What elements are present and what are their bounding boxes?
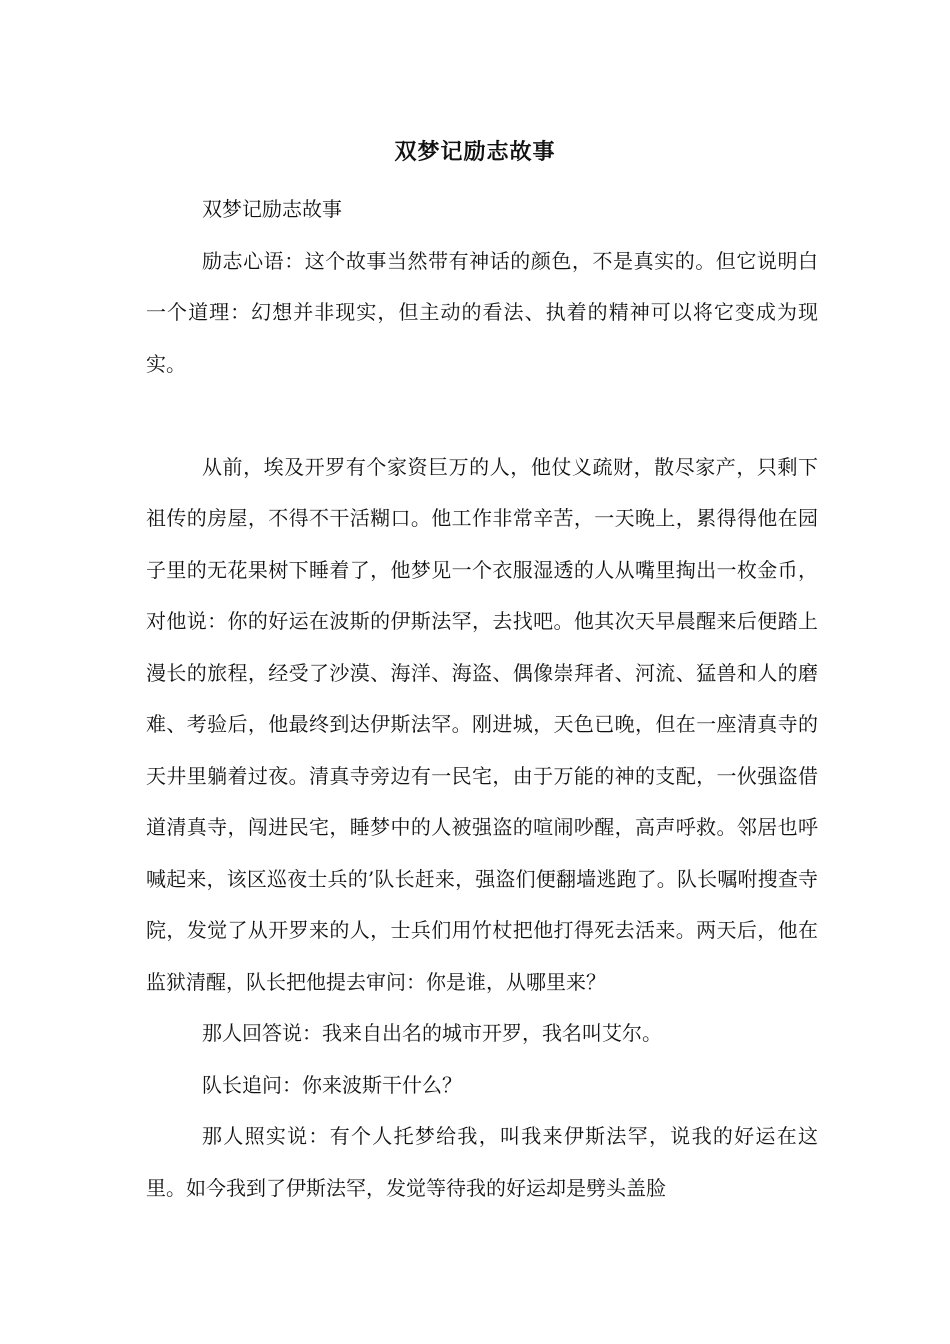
paragraph-spacer	[146, 390, 818, 442]
reply-paragraph: 那人回答说：我来自出名的城市开罗，我名叫艾尔。	[202, 1021, 662, 1045]
question-paragraph: 队长追问：你来波斯干什么？	[202, 1072, 462, 1097]
subtitle-paragraph: 双梦记励志故事	[202, 197, 342, 221]
answer-paragraph: 那人照实说：有个人托梦给我，叫我来伊斯法罕，说我的好运在这里。如今我到了伊斯法罕，发觉等待我的好运却是劈头盖脸	[146, 1124, 818, 1200]
document-body	[146, 184, 818, 1214]
story-paragraph: 从前，埃及开罗有个家资巨万的人，他仗义疏财，散尽家产，只剩下祖传的房屋，不得不干活糊口。他工作非常辛苦，一天晚上，累得得他在园子里的无花果树下睡着了，他梦见一个衣服湿透的人从嘴里掏出一枚金币，对他说：你的好运在波斯的伊斯法罕，去找吧。他其次天早晨醒来后便踏上漫长的旅程，经受了沙漠、海洋、海盗、偶像崇拜者、河流、猛兽和人的磨难、考验后，他最终到达伊斯法罕。刚进城，天色已晚，但在一座清真寺的天井里躺着过夜。清真寺旁边有一民宅，由于万能的神的支配，一伙强盗借道清真寺，闯进民宅，睡梦中的人被强盗的喧闹吵醒，高声呼救。邻居也呼喊起来，该区巡夜士兵的’队长赶来，强盗们便翻墙逃跑了。队长嘱咐搜查寺院，发觉了从开罗来的人，士兵们用竹杖把他打得死去活来。两天后，他在监狱清醒，队长把他提去审问：你是谁，从哪里来？	[146, 454, 818, 994]
document-title: 双梦记励志故事	[394, 139, 556, 165]
motto-paragraph: 励志心语：这个故事当然带有神话的颜色，不是真实的。但它说明白一个道理：幻想并非现实，但主动的看法、执着的精神可以将它变成为现实。	[146, 248, 818, 376]
